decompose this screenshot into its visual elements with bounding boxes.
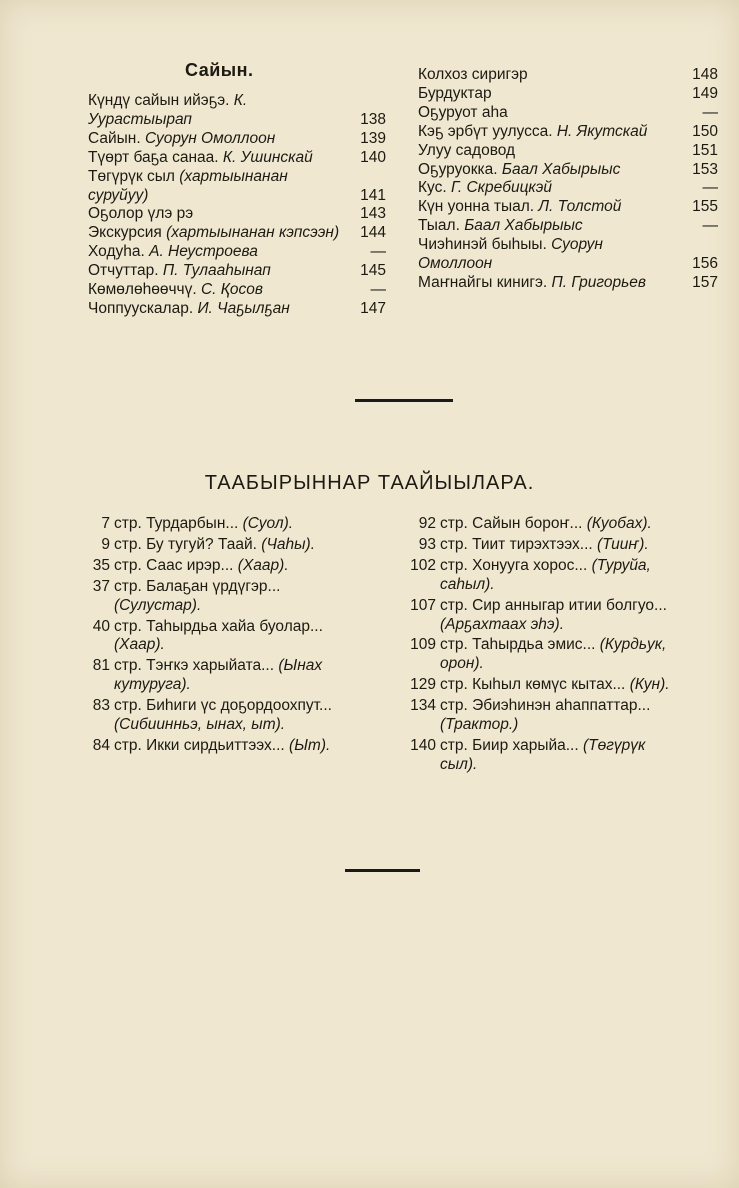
riddle-opening: стр. Балаҕан үрдүгэр... bbox=[114, 577, 281, 595]
riddle-answer-entry bbox=[80, 536, 342, 555]
riddle-answer-body bbox=[114, 737, 342, 756]
toc-entry-text bbox=[88, 224, 354, 243]
toc-title: Көмөлөһөөччү. bbox=[88, 281, 197, 299]
toc-entry bbox=[88, 262, 386, 281]
toc-page-number: 156 bbox=[692, 255, 718, 273]
riddle-opening: стр. Кыһыл көмүс кытах... bbox=[440, 676, 626, 694]
toc-entry-text bbox=[88, 92, 354, 130]
toc-entry bbox=[418, 198, 718, 217]
riddle-page-number: 134 bbox=[410, 697, 436, 715]
toc-author: (хартыынанан суруйуу) bbox=[88, 167, 288, 204]
toc-entry-text bbox=[418, 142, 686, 161]
toc-author: Суорун Омоллоон bbox=[418, 236, 603, 273]
toc-entry bbox=[88, 168, 386, 206]
toc-entry bbox=[88, 130, 386, 149]
toc-page-number: 144 bbox=[360, 224, 386, 242]
toc-author: (хартыынанан кэпсээн) bbox=[166, 224, 340, 242]
toc-entry-text bbox=[418, 104, 686, 123]
toc-author: С. Қосов bbox=[200, 281, 264, 299]
riddle-answer: (Туруйа, саһыл). bbox=[440, 556, 651, 593]
toc-page-number: 149 bbox=[692, 84, 718, 102]
riddle-page-number: 107 bbox=[410, 596, 436, 614]
riddle-answer-entry bbox=[80, 737, 342, 756]
toc-entry-text bbox=[88, 300, 354, 319]
riddle-page-number: 102 bbox=[410, 556, 436, 574]
toc-entry-text bbox=[88, 205, 354, 224]
toc-author: Н. Якутскай bbox=[556, 122, 648, 140]
toc-page-number: 145 bbox=[360, 262, 386, 280]
riddle-answers-left-column bbox=[80, 515, 342, 758]
toc-entry bbox=[418, 123, 718, 142]
toc-page-number: 139 bbox=[360, 129, 386, 147]
riddle-answer: (Ынах кутуруга). bbox=[114, 657, 323, 694]
toc-entry bbox=[88, 281, 386, 300]
toc-title: Улуу садовод bbox=[418, 141, 516, 159]
toc-author: И. Чаҕылҕан bbox=[197, 299, 290, 317]
toc-author: П. Тулааһынап bbox=[162, 262, 271, 280]
toc-title: Түөрт баҕа санаа. bbox=[88, 148, 219, 166]
toc-page-number: 157 bbox=[692, 273, 718, 291]
toc-title: Экскурсия bbox=[88, 224, 162, 242]
riddle-answer-body bbox=[440, 737, 674, 775]
riddle-page-number: 37 bbox=[92, 577, 110, 595]
riddle-opening: стр. Таһырдьа хайа буолар... bbox=[114, 617, 323, 635]
toc-page-number: 141 bbox=[360, 186, 386, 204]
toc-entry-text bbox=[88, 149, 354, 168]
riddle-opening: стр. Сир анныгар итии болгуо... bbox=[440, 596, 667, 614]
riddle-answer-body bbox=[114, 657, 342, 695]
riddle-page-number: 93 bbox=[418, 535, 436, 553]
toc-entry bbox=[418, 236, 718, 274]
toc-author: Л. Толстой bbox=[538, 198, 622, 216]
riddles-heading: ТААБЫРЫННАР ТААЙЫЫЛАРА. bbox=[204, 472, 535, 494]
toc-entry bbox=[418, 179, 718, 198]
riddle-answer-body bbox=[114, 536, 342, 555]
toc-page-number: — bbox=[370, 243, 386, 261]
riddle-answer-entry bbox=[406, 676, 674, 695]
toc-entry-text bbox=[88, 243, 354, 262]
toc-page-number: — bbox=[702, 103, 718, 121]
toc-entry-text bbox=[418, 161, 686, 180]
toc-page-number: — bbox=[702, 179, 718, 197]
riddle-opening: стр. Бу тугуй? Таай. bbox=[114, 535, 257, 553]
toc-entry bbox=[88, 149, 386, 168]
toc-title: Кэҕ эрбүт уулусса. bbox=[418, 122, 553, 140]
riddle-opening: стр. Тиит тирэхтээх... bbox=[440, 535, 593, 553]
riddle-opening: стр. Биир харыйа... bbox=[440, 736, 579, 754]
riddle-page-number: 9 bbox=[101, 535, 110, 553]
toc-entry-text bbox=[88, 168, 354, 206]
riddle-answer-body bbox=[440, 515, 674, 534]
riddle-opening: стр. Хонууга хорос... bbox=[440, 556, 588, 574]
riddle-answer: (Ыт). bbox=[289, 736, 331, 754]
riddle-answer-entry bbox=[80, 578, 342, 616]
toc-title: Тыал. bbox=[418, 217, 460, 235]
toc-author: Суорун Омоллоон bbox=[144, 129, 276, 147]
riddle-answer-entry bbox=[406, 597, 674, 635]
toc-title: Оҕолор үлэ рэ bbox=[88, 205, 194, 223]
end-divider bbox=[345, 869, 420, 872]
riddle-answer-entry bbox=[406, 536, 674, 555]
toc-author: К. Ушинскай bbox=[222, 148, 313, 166]
riddle-answer-body bbox=[114, 557, 342, 576]
riddle-answer-entry bbox=[80, 657, 342, 695]
riddle-answer: (Чаһы). bbox=[261, 535, 315, 553]
toc-page-number: 143 bbox=[360, 205, 386, 223]
toc-left-column bbox=[88, 92, 386, 319]
toc-entry bbox=[418, 142, 718, 161]
riddle-page-number: 92 bbox=[418, 515, 436, 532]
toc-author: К. Уурастыырап bbox=[88, 92, 248, 128]
toc-entry-text bbox=[88, 262, 354, 281]
toc-entry bbox=[88, 300, 386, 319]
riddle-answer-entry bbox=[406, 636, 674, 674]
toc-title: Отчуттар. bbox=[88, 262, 159, 280]
riddle-answer: (Сибиинньэ, ынах, ыт). bbox=[114, 716, 286, 734]
toc-page-number: 140 bbox=[360, 148, 386, 166]
riddle-answer-entry bbox=[406, 697, 674, 735]
riddle-answer-body bbox=[114, 515, 342, 534]
toc-entry-text bbox=[418, 236, 686, 274]
toc-entry bbox=[418, 274, 718, 293]
riddle-page-number: 7 bbox=[101, 515, 110, 532]
riddle-answer: (Хаар). bbox=[114, 636, 165, 654]
riddle-answer-entry bbox=[80, 515, 342, 534]
toc-page-number: 150 bbox=[692, 122, 718, 140]
riddle-opening: стр. Сайын бороҥ... bbox=[440, 515, 583, 532]
toc-entry-text bbox=[418, 198, 686, 217]
riddle-answer-body bbox=[114, 697, 342, 735]
riddle-answer-body bbox=[440, 676, 674, 695]
toc-entry bbox=[418, 85, 718, 104]
riddle-answer: (Суол). bbox=[242, 515, 294, 532]
riddle-answer-entry bbox=[80, 618, 342, 656]
toc-page-number: 147 bbox=[360, 299, 386, 317]
toc-author: Г. Скребицкэй bbox=[450, 179, 552, 197]
season-heading: Сайын. bbox=[185, 60, 254, 80]
riddle-page-number: 81 bbox=[92, 657, 110, 675]
riddle-opening: стр. Таһырдьа эмис... bbox=[440, 636, 596, 654]
riddle-answer-entry bbox=[406, 515, 674, 534]
toc-title: Күндү сайын ийэҕэ. bbox=[88, 92, 230, 109]
toc-author: Баал Хабырыыс bbox=[501, 160, 621, 178]
toc-entry-text bbox=[418, 123, 686, 142]
riddle-opening: стр. Эбиэһинэн аһаппаттар... bbox=[440, 697, 651, 715]
section-divider bbox=[355, 399, 453, 402]
toc-entry bbox=[418, 104, 718, 123]
toc-title: Маҥнайгы кинигэ. bbox=[418, 273, 548, 291]
riddle-answer-body bbox=[440, 557, 674, 595]
riddle-answer-body bbox=[440, 697, 674, 735]
riddle-page-number: 84 bbox=[92, 736, 110, 754]
riddle-answer: (Куобах). bbox=[586, 515, 652, 532]
toc-entry-text bbox=[418, 217, 686, 236]
riddle-opening: стр. Икки сирдьиттээх... bbox=[114, 736, 285, 754]
toc-entry-text bbox=[418, 66, 686, 85]
toc-entry-text bbox=[418, 274, 686, 293]
riddle-answers-right-column bbox=[406, 515, 674, 777]
toc-title: Колхоз сиригэр bbox=[418, 66, 528, 83]
riddle-opening: стр. Тэҥкэ харыйата... bbox=[114, 657, 275, 675]
riddle-page-number: 109 bbox=[410, 636, 436, 654]
riddle-answer: (Төгүрүк сыл). bbox=[440, 736, 646, 773]
riddle-page-number: 40 bbox=[92, 617, 110, 635]
riddle-page-number: 83 bbox=[92, 697, 110, 715]
toc-author: А. Неустроева bbox=[149, 243, 258, 261]
toc-right-column bbox=[418, 66, 718, 293]
riddle-answer: (Хаар). bbox=[237, 556, 289, 574]
riddle-opening: стр. Саас ирэр... bbox=[114, 556, 234, 574]
riddle-opening: стр. Биһиги үс доҕордоохпут... bbox=[114, 697, 332, 715]
toc-page-number: — bbox=[702, 217, 718, 235]
riddle-answer: (Арҕахтаах эһэ). bbox=[440, 615, 564, 633]
toc-author: П. Григорьев bbox=[551, 273, 646, 291]
toc-title: Төгүрүк сыл bbox=[88, 167, 175, 185]
riddle-answer: (Курдьук, орон). bbox=[440, 636, 667, 673]
toc-title: Чоппуускалар. bbox=[88, 299, 194, 317]
toc-title: Кус. bbox=[418, 179, 447, 197]
toc-entry bbox=[88, 205, 386, 224]
riddle-opening: стр. Турдарбын... bbox=[114, 515, 239, 532]
toc-title: Оҕуруот аһа bbox=[418, 103, 508, 121]
riddle-answer-body bbox=[114, 618, 342, 656]
toc-page-number: 151 bbox=[692, 141, 718, 159]
toc-title: Оҕуруокка. bbox=[418, 160, 498, 178]
toc-title: Чиэһинэй быһыы. bbox=[418, 236, 547, 254]
toc-entry bbox=[418, 66, 718, 85]
toc-entry-text bbox=[418, 85, 686, 104]
toc-title: Ходуһа. bbox=[88, 243, 145, 261]
toc-title: Сайын. bbox=[88, 129, 141, 147]
toc-page-number: 155 bbox=[692, 198, 718, 216]
toc-entry-text bbox=[418, 179, 686, 198]
toc-title: Күн уонна тыал. bbox=[418, 198, 535, 216]
riddle-page-number: 35 bbox=[92, 556, 110, 574]
riddle-answer: (Трактор.) bbox=[440, 716, 519, 734]
riddle-answer-entry bbox=[406, 737, 674, 775]
toc-page-number: 148 bbox=[692, 66, 718, 83]
riddle-answer-entry bbox=[80, 697, 342, 735]
riddle-answer: (Кун). bbox=[629, 676, 670, 694]
toc-title: Бурдуктар bbox=[418, 84, 492, 102]
riddle-answer: (Сулустар). bbox=[114, 596, 202, 614]
riddle-answer-body bbox=[440, 597, 674, 635]
toc-entry bbox=[88, 224, 386, 243]
riddle-answer-body bbox=[440, 636, 674, 674]
toc-page-number: — bbox=[370, 281, 386, 299]
toc-entry-text bbox=[88, 281, 354, 300]
riddle-answer-body bbox=[440, 536, 674, 555]
toc-entry bbox=[88, 92, 386, 130]
toc-entry bbox=[418, 217, 718, 236]
toc-author: Баал Хабырыыс bbox=[464, 217, 583, 235]
riddle-page-number: 140 bbox=[410, 736, 436, 754]
toc-entry bbox=[88, 243, 386, 262]
riddle-answer-entry bbox=[406, 557, 674, 595]
riddle-answer-body bbox=[114, 578, 342, 616]
toc-page-number: 138 bbox=[360, 110, 386, 128]
riddle-answer-entry bbox=[80, 557, 342, 576]
toc-page-number: 153 bbox=[692, 160, 718, 178]
riddle-page-number: 129 bbox=[410, 676, 436, 694]
toc-entry-text bbox=[88, 130, 354, 149]
toc-entry bbox=[418, 161, 718, 180]
riddle-answer: (Тииҥ). bbox=[597, 535, 649, 553]
